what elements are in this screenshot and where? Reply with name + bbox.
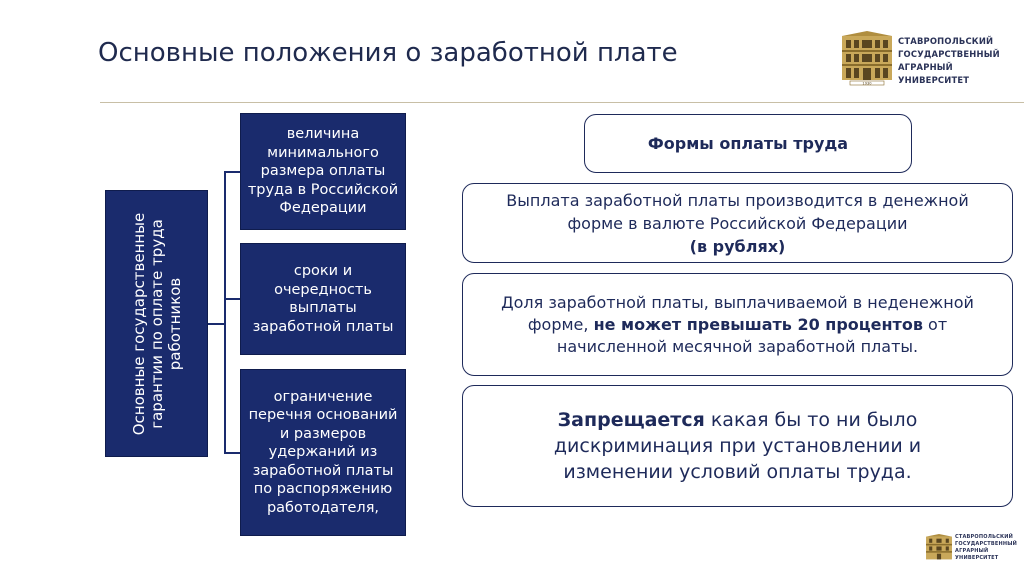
guarantee-item-2-text: сроки и очередность выплаты заработной платы <box>252 263 394 335</box>
logo-small-line-2: ГОСУДАРСТВЕННЫЙ <box>955 541 1017 547</box>
university-building-icon <box>840 30 894 86</box>
logo-small-text <box>955 534 1020 562</box>
university-logo <box>840 30 1010 90</box>
forms-header: Формы оплаты труда <box>647 134 849 153</box>
slide-title: Основные положения о заработной плате <box>98 38 678 68</box>
logo-line-2: ГОСУДАРСТВЕННЫЙ <box>898 49 1000 59</box>
logo-line-3: АГРАРНЫЙ УНИВЕРСИТЕТ <box>898 62 970 85</box>
university-logo-small <box>925 533 1020 565</box>
forms-box-discrimination <box>462 385 1013 507</box>
guarantee-item-1-text: величина минимального размера оплаты труда в Российской Федерации <box>247 126 399 217</box>
forms-box-nonmonetary <box>462 273 1013 376</box>
logo-small-line-3: АГРАРНЫЙ УНИВЕРСИТЕТ <box>955 548 999 561</box>
connector-branch-2 <box>224 298 240 300</box>
forms-box-discrimination-bold: Запрещается <box>557 409 705 431</box>
guarantee-item-2 <box>240 243 406 355</box>
guarantees-label: Основные государственные гарантии по оплате труда работников <box>130 212 184 436</box>
forms-box-currency <box>462 183 1013 263</box>
connector-horizontal-main <box>208 323 225 325</box>
forms-box-currency-text: Выплата заработной платы производится в денежной форме в валюте Российской Федерации <box>506 190 969 233</box>
guarantee-item-3 <box>240 369 406 536</box>
university-building-small-icon <box>925 533 953 563</box>
forms-box-nonmonetary-pre: Доля заработной платы, выплачиваемой в неденежной форме, <box>501 292 974 334</box>
connector-branch-1 <box>224 171 240 173</box>
logo-line-1: СТАВРОПОЛЬСКИЙ <box>898 36 994 46</box>
connector-vertical <box>224 171 226 454</box>
logo-year: 1930 <box>862 81 872 86</box>
logo-text <box>898 35 1008 87</box>
forms-box-nonmonetary-bold: не может превышать 20 процентов <box>593 314 923 334</box>
forms-box-nonmonetary-post: от начисленной месячной заработной платы. <box>556 314 948 356</box>
title-divider <box>100 102 1024 103</box>
guarantees-label-box <box>105 190 208 457</box>
forms-box-discrimination-text: какая бы то ни было дискриминация при установлении и изменении условий оплаты труда. <box>553 409 922 483</box>
forms-box-currency-bold: (в рублях) <box>689 236 786 256</box>
logo-small-line-1: СТАВРОПОЛЬСКИЙ <box>955 534 1014 540</box>
forms-header-box <box>584 114 912 173</box>
guarantee-item-3-text: ограничение перечня оснований и размеров удержаний из заработной платы по распоряжению работодателя, <box>248 388 398 516</box>
connector-branch-3 <box>224 452 240 454</box>
guarantee-item-1 <box>240 113 406 230</box>
